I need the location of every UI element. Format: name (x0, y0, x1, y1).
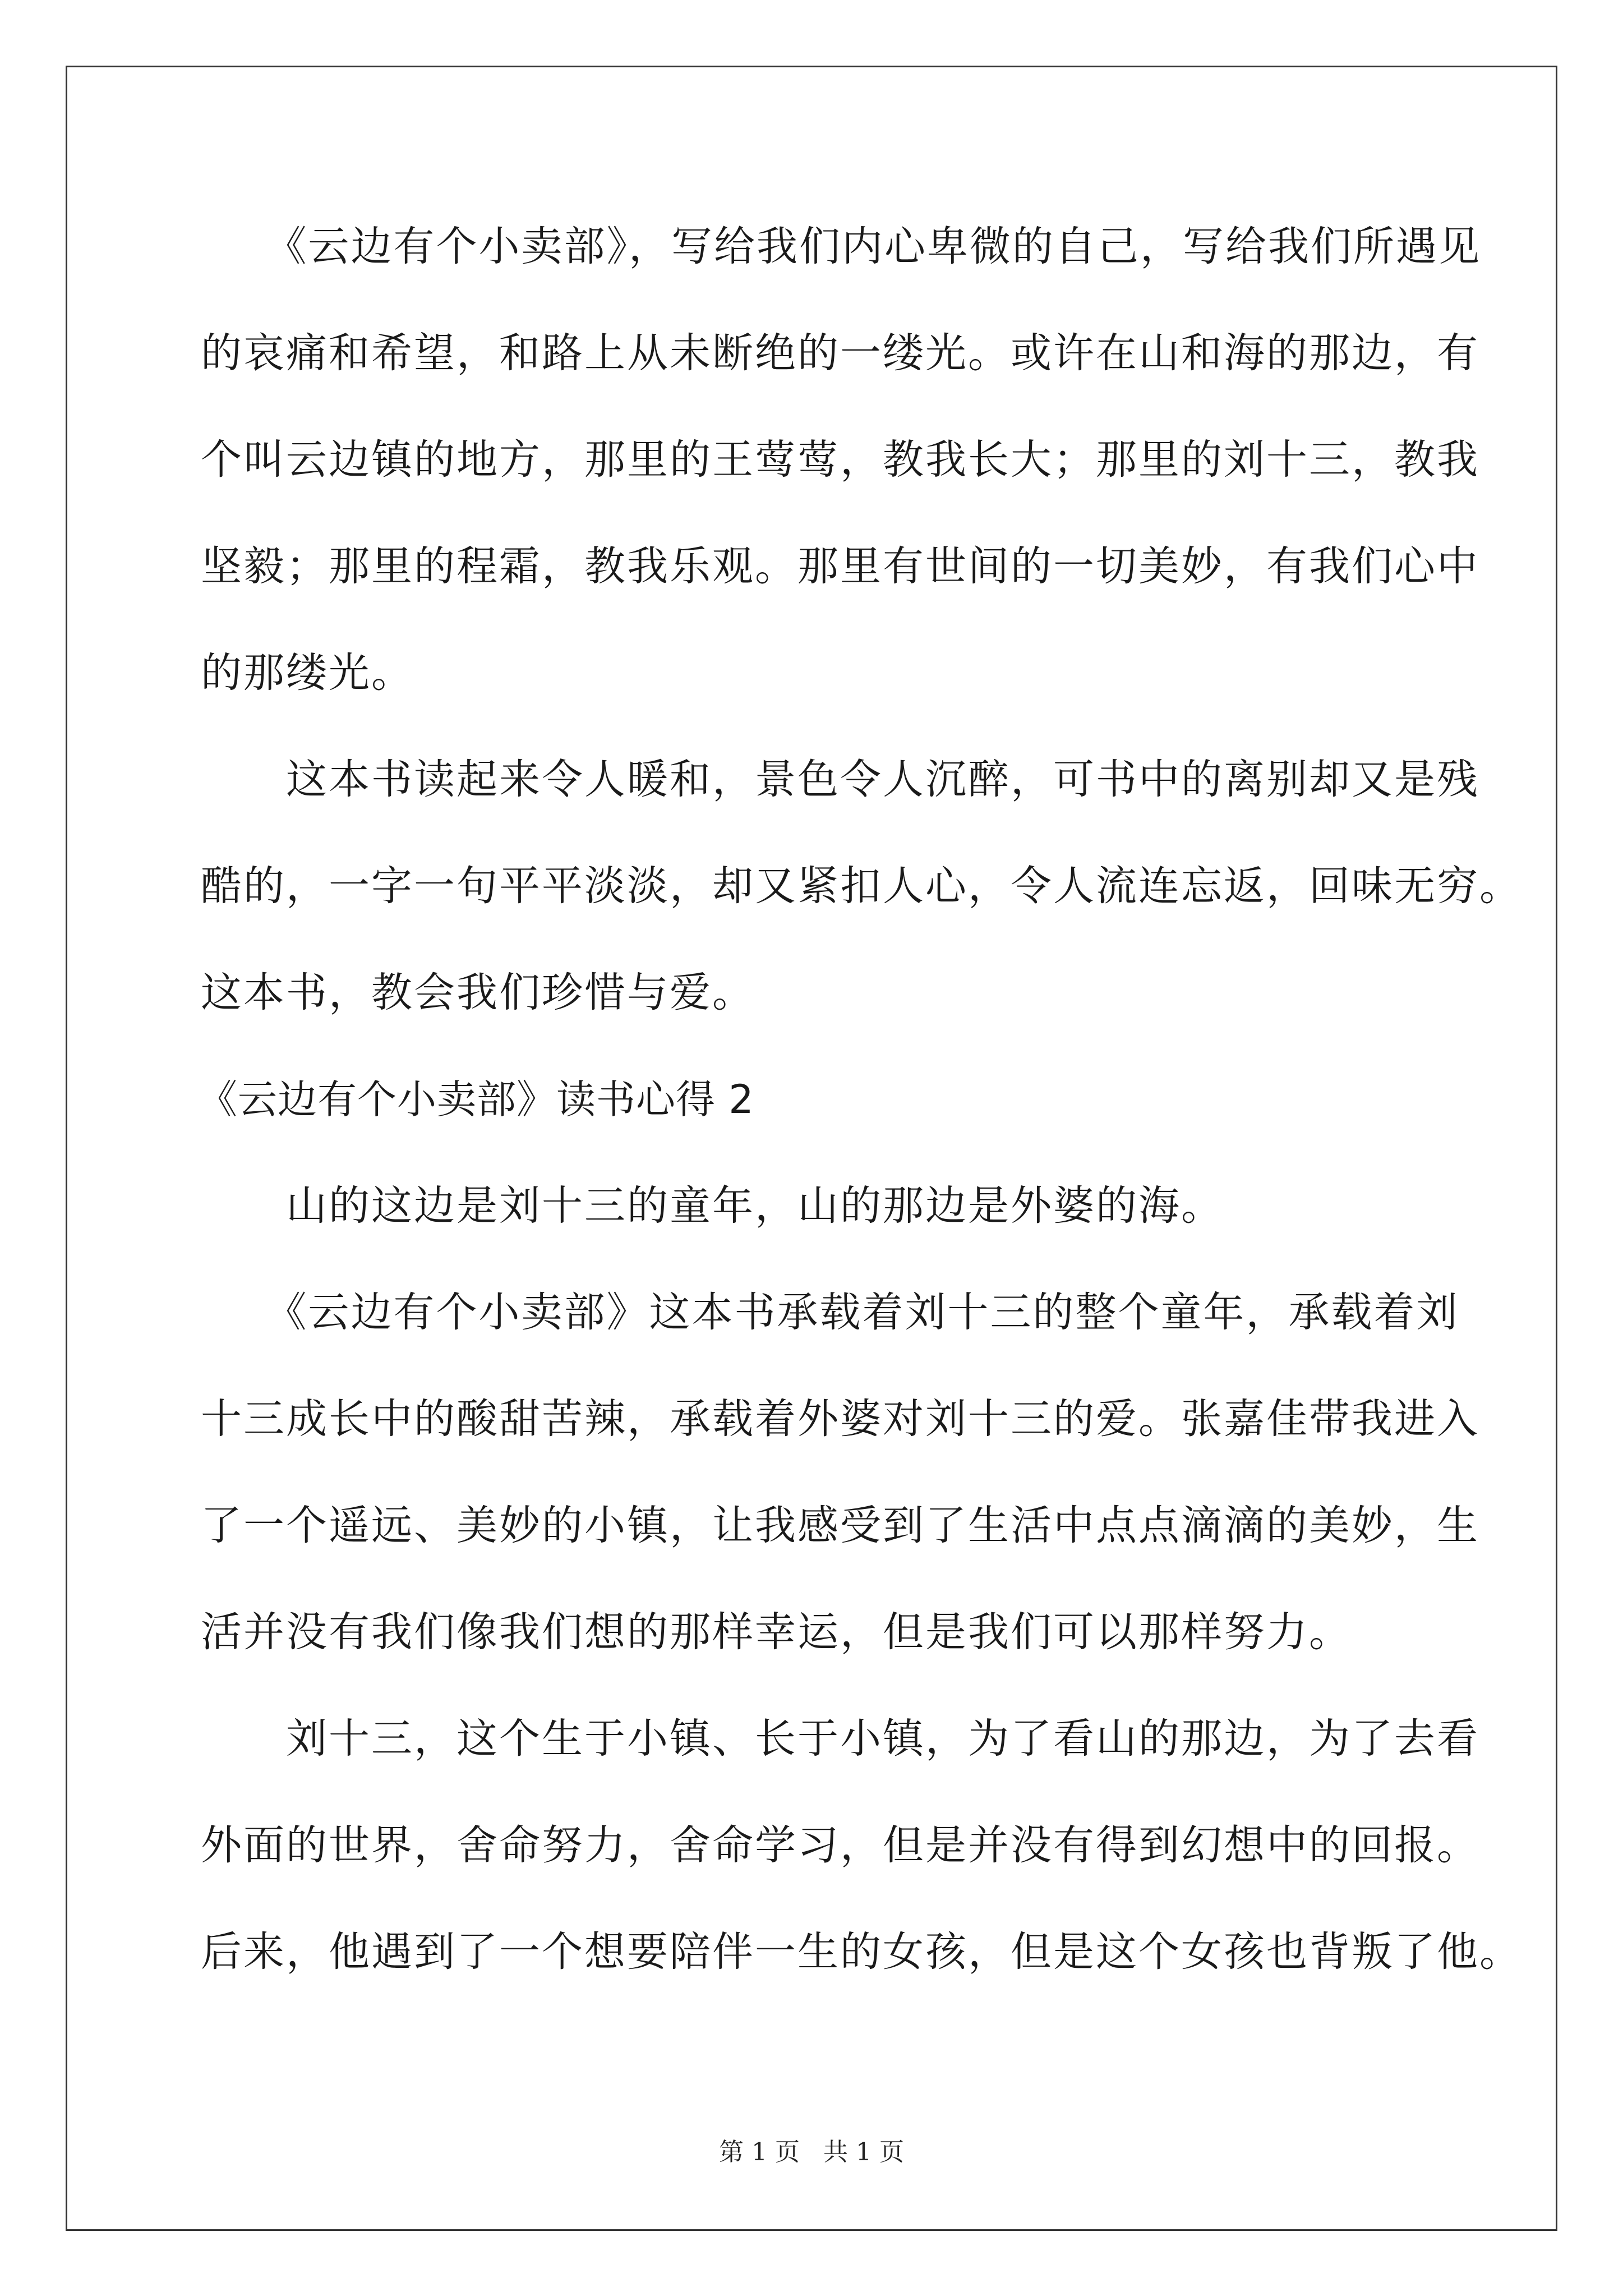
text-line: 外面的世界，舍命努力，舍命学习，但是并没有得到幻想中的回报。 (201, 1821, 1479, 1869)
text-line: 《云边有个小卖部》，写给我们内心卑微的自己，写给我们所遇见 (201, 223, 1481, 270)
text-line: 的那缕光。 (201, 649, 414, 697)
page-border (66, 66, 1557, 2231)
text-line: 个叫云边镇的地方，那里的王莺莺，教我长大；那里的刘十三，教我 (201, 436, 1479, 484)
text-line: 这本书，教会我们珍惜与爱。 (201, 969, 755, 1016)
text-line: 活并没有我们像我们想的那样幸运，但是我们可以那样努力。 (201, 1608, 1352, 1656)
page-footer (0, 2132, 1623, 2168)
text-line: 十三成长中的酸甜苦辣，承载着外婆对刘十三的爱。张嘉佳带我进入 (201, 1395, 1479, 1443)
text-line: 坚毅；那里的程霜，教我乐观。那里有世间的一切美妙，有我们心中 (201, 542, 1479, 590)
text-line: 酷的，一字一句平平淡淡，却又紧扣人心，令人流连忘返，回味无穷。 (201, 862, 1522, 910)
text-line: 这本书读起来令人暖和，景色令人沉醉，可书中的离别却又是残 (201, 756, 1479, 803)
text-line: 后来，他遇到了一个想要陪伴一生的女孩，但是这个女孩也背叛了他。 (201, 1928, 1522, 1976)
text-line: 的哀痛和希望，和路上从未断绝的一缕光。或许在山和海的那边，有 (201, 329, 1479, 377)
text-line: 山的这边是刘十三的童年，山的那边是外婆的海。 (201, 1182, 1224, 1230)
section-heading: 《云边有个小卖部》读书心得 2 (198, 1076, 754, 1122)
text-line: 了一个遥远、美妙的小镇，让我感受到了生活中点点滴滴的美妙，生 (201, 1502, 1479, 1549)
text-line: 刘十三，这个生于小镇、长于小镇，为了看山的那边，为了去看 (201, 1715, 1479, 1763)
page-number: 第 1 页 (719, 2138, 800, 2166)
text-line: 《云边有个小卖部》这本书承载着刘十三的整个童年，承载着刘 (201, 1289, 1459, 1336)
page-total: 共 1 页 (823, 2138, 904, 2166)
